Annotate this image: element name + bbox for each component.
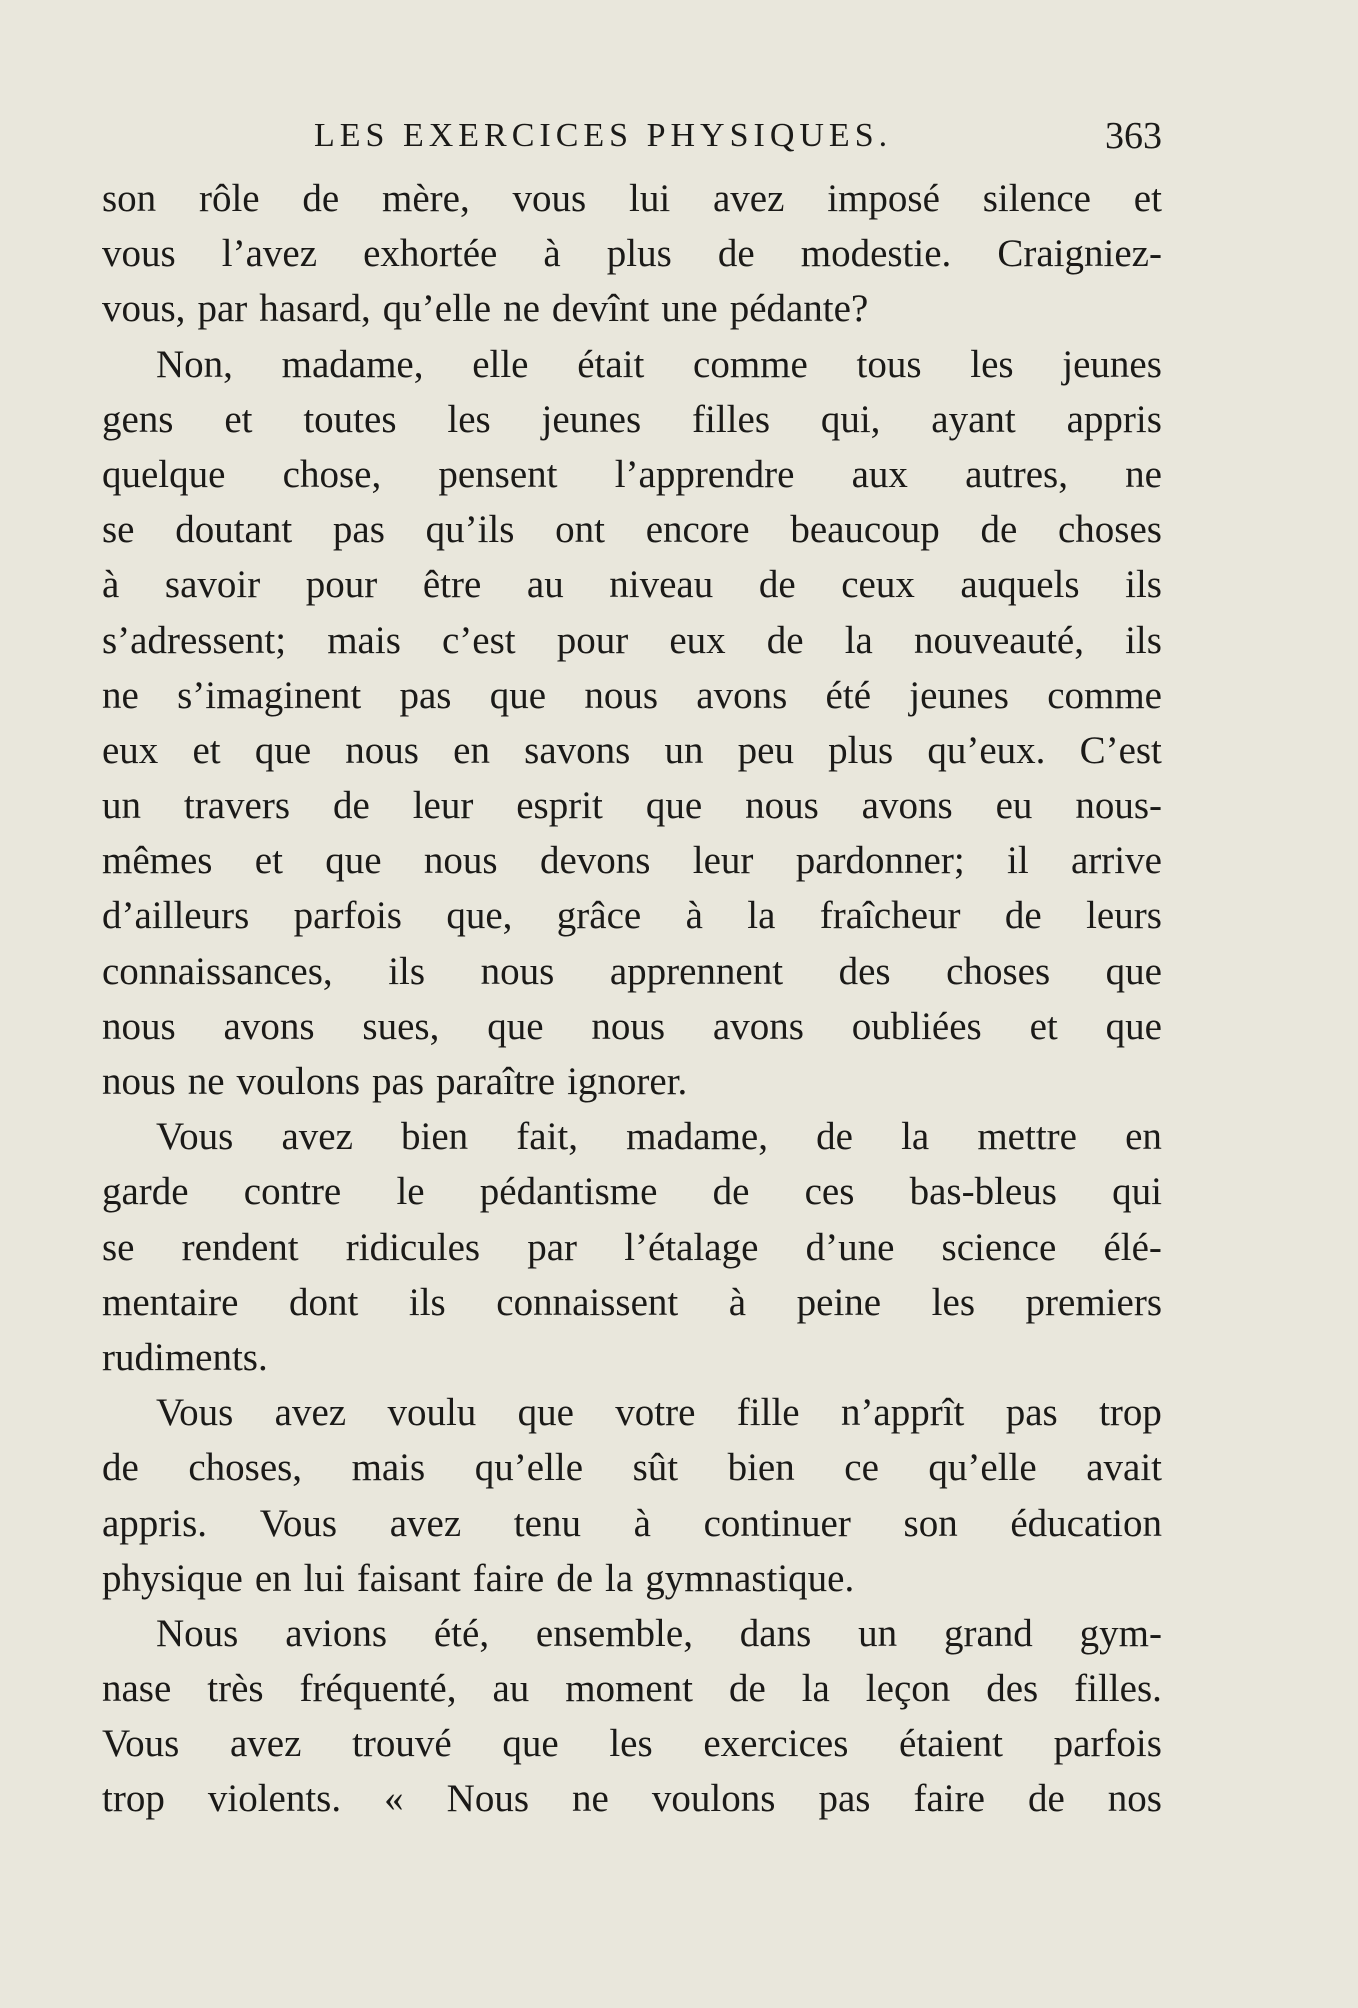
text-line: se rendent ridicules par l’étalage d’une science élé-: [102, 1225, 1162, 1269]
text-line: Vous avez trouvé que les exercices étaient parfois: [102, 1722, 1162, 1766]
text-line: trop violents. « Nous ne voulons pas faire de nos: [102, 1777, 1162, 1821]
text-line: mentaire dont ils connaissent à peine les premiers: [102, 1280, 1162, 1324]
text-line: garde contre le pédantisme de ces bas-bleus qui: [102, 1170, 1162, 1214]
text-line: nous avons sues, que nous avons oubliées et que: [102, 1004, 1162, 1048]
text-line: d’ailleurs parfois que, grâce à la fraîcheur de leurs: [102, 894, 1162, 938]
body-text: [102, 171, 1162, 1851]
text-line: nous ne voulons pas paraître ignorer.: [102, 1060, 688, 1103]
text-line: ne s’imaginent pas que nous avons été jeunes comme: [102, 673, 1162, 717]
text-line: vous l’avez exhortée à plus de modestie. Craigniez-: [102, 232, 1162, 276]
text-line: quelque chose, pensent l’apprendre aux autres, ne: [102, 452, 1162, 496]
text-line: appris. Vous avez tenu à continuer son éducation: [102, 1501, 1162, 1545]
text-line: s’adressent; mais c’est pour eux de la nouveauté, ils: [102, 618, 1162, 662]
text-line: de choses, mais qu’elle sût bien ce qu’elle avait: [102, 1446, 1162, 1490]
running-title: LES EXERCICES PHYSIQUES.: [314, 117, 893, 154]
text-line: rudiments.: [102, 1335, 268, 1379]
text-line: connaissances, ils nous apprennent des choses que: [102, 949, 1162, 993]
page-number: 363: [1105, 115, 1162, 157]
text-line: mêmes et que nous devons leur pardonner; il arrive: [102, 839, 1162, 883]
text-line: son rôle de mère, vous lui avez imposé silence et: [102, 177, 1162, 220]
running-head: [110, 106, 1162, 166]
text-line: nase très fréquenté, au moment de la leçon des filles.: [102, 1667, 1162, 1711]
text-line: se doutant pas qu’ils ont encore beaucoup de choses: [102, 508, 1162, 552]
text-line: à savoir pour être au niveau de ceux auquels ils: [102, 563, 1162, 607]
text-line: Vous avez bien fait, madame, de la mettre en: [156, 1115, 1162, 1159]
text-line: Non, madame, elle était comme tous les jeunes: [156, 342, 1162, 386]
text-line: vous, par hasard, qu’elle ne devînt une pédante?: [102, 287, 869, 331]
text-line: gens et toutes les jeunes filles qui, ayant appris: [102, 397, 1162, 441]
text-line: Nous avions été, ensemble, dans un grand gym-: [156, 1611, 1162, 1655]
text-line: eux et que nous en savons un peu plus qu’eux. C’est: [102, 728, 1162, 772]
text-line: physique en lui faisant faire de la gymnastique.: [102, 1556, 855, 1600]
text-line: Vous avez voulu que votre fille n’apprît pas trop: [156, 1391, 1162, 1435]
text-line: un travers de leur esprit que nous avons eu nous-: [102, 784, 1162, 828]
